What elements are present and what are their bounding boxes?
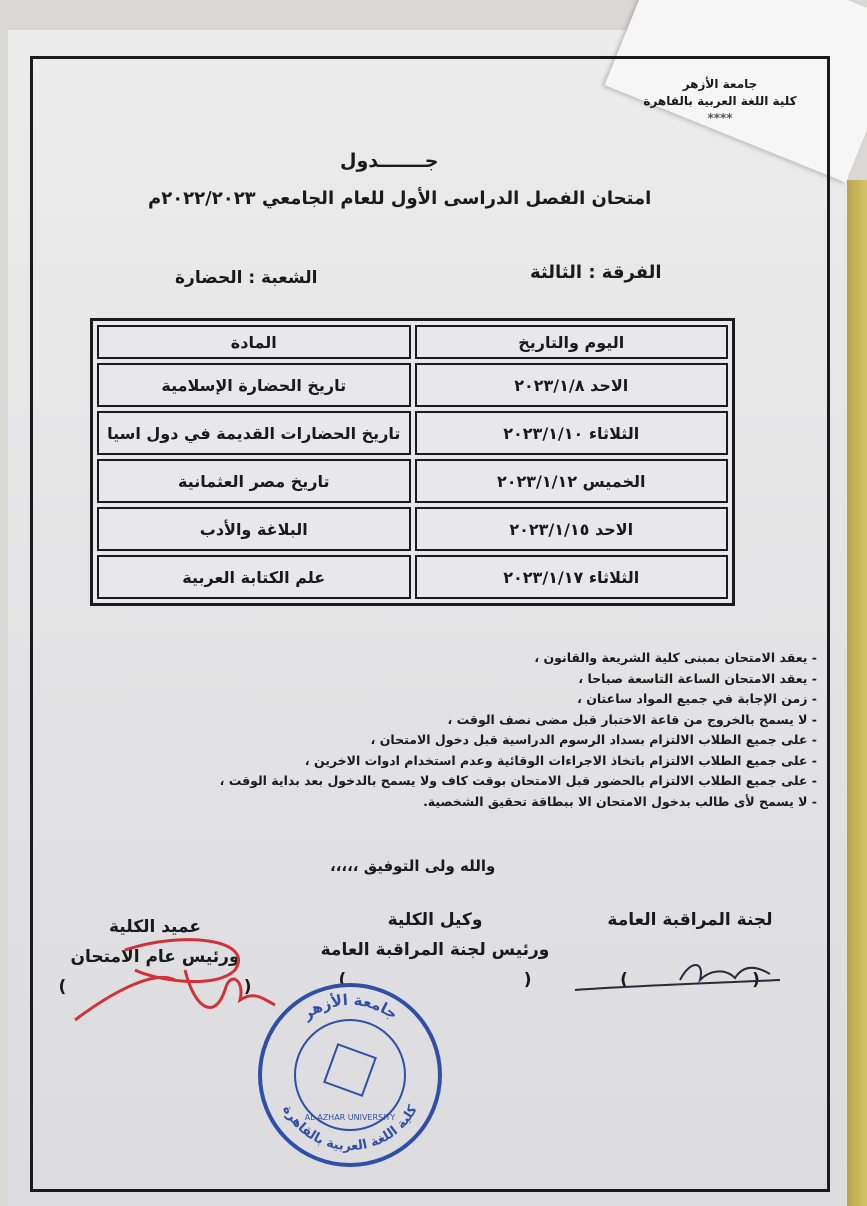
stamp-top-text: جامعة الأزهر <box>298 990 402 1024</box>
header-subject: المادة <box>97 325 411 359</box>
signature-parentheses: ( ) <box>58 977 252 997</box>
rule-item: - لا يسمح لأى طالب بدخول الامتحان الا ببطاقة تحقيق الشخصية. <box>423 793 817 809</box>
stamp-emblem-icon <box>324 1044 375 1095</box>
exam-schedule-table <box>90 318 735 606</box>
exam-date: الخميس ٢٠٢٣/١/١٢ <box>415 459 729 503</box>
handwritten-signature-left <box>570 950 790 1010</box>
exam-subject: تاريخ الحضارة الإسلامية <box>97 363 411 407</box>
table-row <box>97 507 728 551</box>
exam-subject: البلاغة والأدب <box>97 507 411 551</box>
table-header-row <box>97 325 728 359</box>
svg-text:كلية اللغة العربية بالقاهرة <box>279 1103 421 1155</box>
rule-item: - على جميع الطلاب الالتزام بسداد الرسوم الدراسية قبل دخول الامتحان ، <box>370 732 817 747</box>
document-subtitle: امتحان الفصل الدراسى الأول للعام الجامعي ٢٠٢٢/٢٠٢٣م <box>148 188 652 209</box>
rule-item: - على جميع الطلاب الالتزام بالحضور قبل الامتحان بوقت كاف ولا يسمح بالدخول بعد بداية الوقت ، <box>219 773 817 788</box>
signature-parentheses: ( ) <box>620 970 760 990</box>
closing-text: والله ولى التوفيق ،،،،، <box>330 857 496 875</box>
header-date: اليوم والتاريخ <box>415 325 729 359</box>
rule-item: - يعقد الامتحان بمبنى كلية الشريعة والقانون ، <box>534 650 817 665</box>
exam-subject: علم الكتابة العربية <box>97 555 411 599</box>
table-row <box>97 459 728 503</box>
signature-subtitle: ورئيس لجنة المراقبة العامة <box>320 940 550 960</box>
grade-label: الفرقة : الثالثة <box>530 262 662 283</box>
faculty-name: كلية اللغة العربية بالقاهرة <box>643 94 797 108</box>
table-row <box>97 411 728 455</box>
rule-item: - على جميع الطلاب الالتزام باتخاذ الاجراءات الوقائية وعدم استخدام ادوات الاخرين ، <box>304 752 817 768</box>
handwritten-signature-red <box>65 930 285 1040</box>
exam-subject: تاريخ الحضارات القديمة في دول اسيا <box>97 411 411 455</box>
exam-date: الاحد ٢٠٢٣/١/٨ <box>415 363 729 407</box>
institution-header <box>620 76 820 127</box>
stamp-bottom-text: كلية اللغة العربية بالقاهرة <box>279 1102 421 1155</box>
table-row <box>97 555 728 599</box>
rule-item: - لا يسمح بالخروج من قاعة الاختبار قبل مضى نصف الوقت ، <box>447 711 817 727</box>
signature-title: عميد الكلية <box>109 917 201 937</box>
svg-text:جامعة الأزهر <box>298 991 401 1024</box>
university-stamp <box>255 980 445 1170</box>
rule-item: - يعقد الامتحان الساعة التاسعة صباحا ، <box>578 670 817 686</box>
exam-date: الاحد ٢٠٢٣/١/١٥ <box>415 507 729 551</box>
exam-date: الثلاثاء ٢٠٢٣/١/١٠ <box>415 411 729 455</box>
exam-rules-list <box>220 648 817 812</box>
university-name: جامعة الأزهر <box>682 77 758 91</box>
signature-subtitle: ورئيس عام الامتحان <box>70 947 240 967</box>
exam-date: الثلاثاء ٢٠٢٣/١/١٧ <box>415 555 729 599</box>
exam-subject: تاريخ مصر العثمانية <box>97 459 411 503</box>
stars: **** <box>707 111 733 125</box>
stamp-english-text: AL-AZHAR UNIVERSITY <box>304 1113 396 1122</box>
rule-item: - زمن الإجابة في جميع المواد ساعتان ، <box>577 691 817 706</box>
table-row <box>97 363 728 407</box>
signature-parentheses: ( ) <box>338 970 532 990</box>
document-title: جـــــــدول <box>340 150 439 172</box>
signature-title: لجنة المراقبة العامة <box>607 910 773 930</box>
division-label: الشعبة : الحضارة <box>175 268 318 288</box>
signature-title: وكيل الكلية <box>387 910 483 930</box>
background-edge <box>847 180 867 1206</box>
